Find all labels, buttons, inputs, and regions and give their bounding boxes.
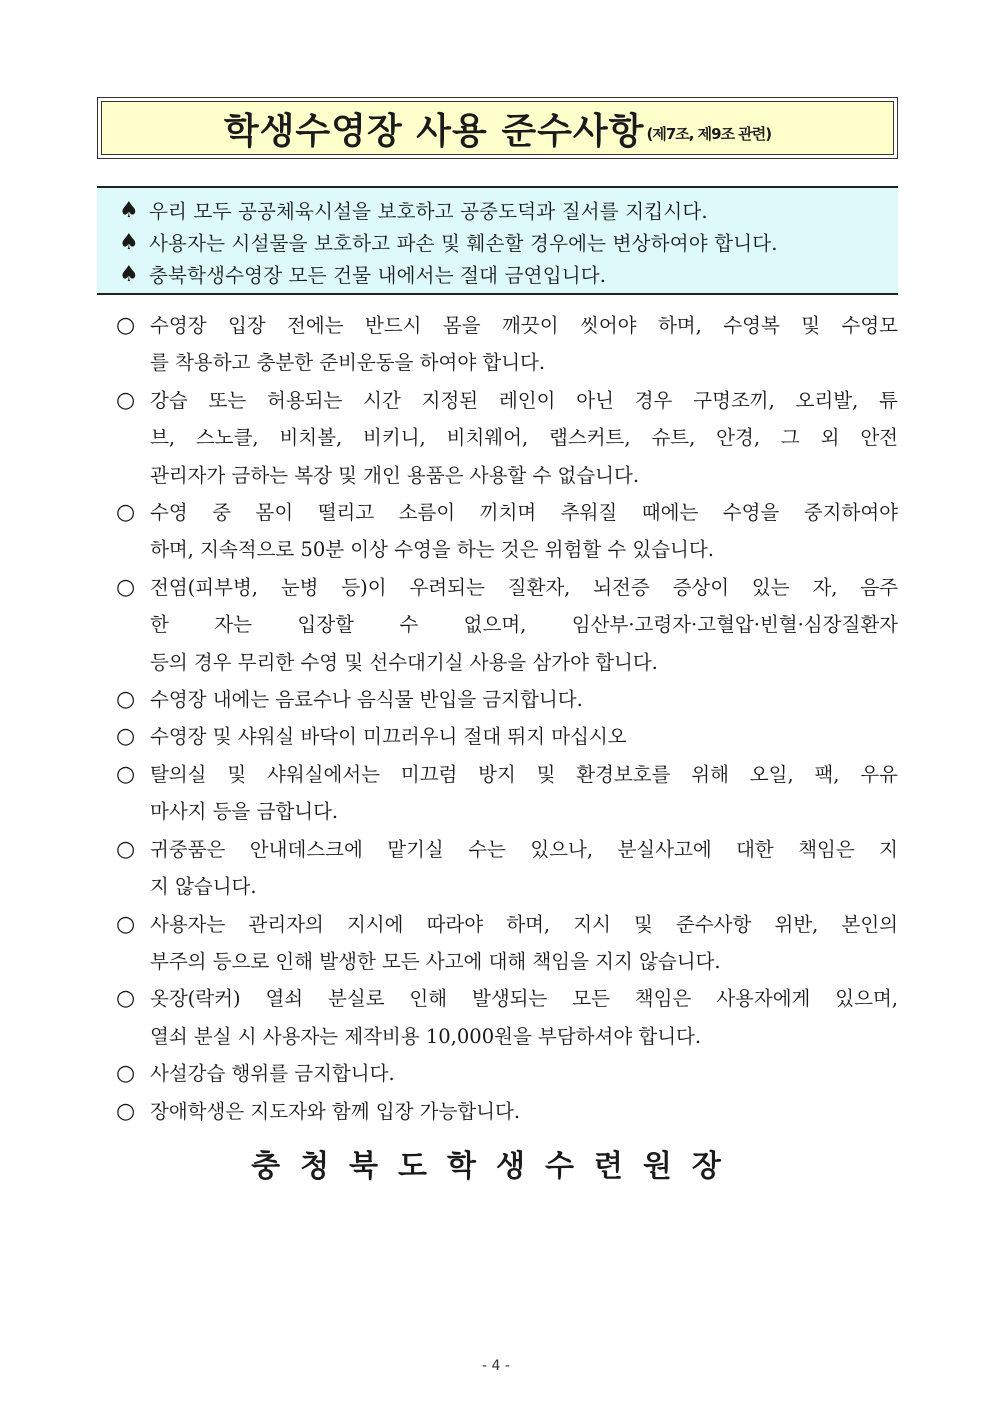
rule-item [116,569,898,681]
rule-text-line: 사설강습 행위를 금지합니다. [150,1062,395,1086]
page-title: 학생수영장 사용 준수사항 [223,110,645,152]
rule-text-line: 부주의 등으로 인해 발생한 모든 사고에 대해 책임을 지지 않습니다. [150,949,721,973]
rule-item [116,382,898,494]
rule-text-line: 수영장 내에는 음료수나 음식물 반입을 금지합니다. [150,688,583,712]
rule-item [116,980,898,1055]
notice-text: 우리 모두 공공체육시설을 보호하고 공중도덕과 질서를 지킵시다. [149,200,708,223]
rule-item [116,1093,898,1130]
rule-text-line: 사용자는 관리자의 지시에 따라야 하며, 지시 및 준수사항 위반, 본인의 [150,912,898,936]
rule-text-line: 옷장(락커) 열쇠 분실로 인해 발생되는 모든 책임은 사용자에게 있으며, [150,987,898,1011]
notice-item [97,258,898,290]
circle-bullet-icon: ○ [116,724,136,750]
rule-text-line: 하며, 지속적으로 50분 이상 수영을 하는 것은 위험할 수 있습니다. [150,538,714,562]
circle-bullet-icon: ○ [116,836,136,862]
issuing-organization: 충청북도학생수련원장 [251,1149,741,1184]
circle-bullet-icon: ○ [116,1098,136,1124]
circle-bullet-icon: ○ [116,500,136,526]
rule-text-line: 관리자가 금하는 복장 및 개인 용품은 사용할 수 없습니다. [150,463,640,487]
circle-bullet-icon: ○ [116,986,136,1012]
rule-item [116,756,898,831]
rule-text-line: 수영장 및 샤워실 바닥이 미끄러우니 절대 뛰지 마십시오 [150,725,627,749]
rule-text-line: 한 자는 입장할 수 없으며, 임산부·고령자·고혈압·빈혈·심장질환자 [150,613,898,637]
spade-icon: ♠ [119,229,139,255]
notice-text: 충북학생수영장 모든 건물 내에서는 절대 금연입니다. [149,264,607,287]
page-title-reference: (제7조, 제9조 관련) [646,124,772,143]
rule-text-line: 전염(피부병, 눈병 등)이 우려되는 질환자, 뇌전증 증상이 있는 자, 음주 [150,575,898,599]
title-box [97,97,898,159]
spade-icon: ♠ [119,261,139,287]
rule-item [116,307,898,382]
rule-text-line: 수영장 입장 전에는 반드시 몸을 깨끗이 씻어야 하며, 수영복 및 수영모 [150,314,898,337]
circle-bullet-icon: ○ [116,313,136,338]
rule-text-line: 열쇠 분실 시 사용자는 제작비용 10,000원을 부담하셔야 합니다. [150,1024,702,1048]
rule-text-line: 수영 중 몸이 떨리고 소름이 끼치며 추워질 때에는 수영을 중지하여야 [150,501,898,525]
circle-bullet-icon: ○ [116,574,136,600]
circle-bullet-icon: ○ [116,761,136,787]
circle-bullet-icon: ○ [116,911,136,937]
rule-item [116,1055,898,1092]
notice-item [97,194,898,226]
rule-item [116,906,898,981]
rule-item [116,718,898,755]
notice-item [97,226,898,258]
spade-icon: ♠ [119,197,139,223]
rules-list [116,307,898,1130]
rule-text-line: 를 착용하고 충분한 준비운동을 하여야 합니다. [150,351,546,375]
circle-bullet-icon: ○ [116,387,136,413]
title-banner [101,101,894,155]
rule-text-line: 지 않습니다. [150,875,257,899]
page-number: - 4 - [482,1358,510,1374]
rule-text-line: 탈의실 및 샤워실에서는 미끄럼 방지 및 환경보호를 위해 오일, 팩, 우유 [150,762,898,786]
rule-text-line: 브, 스노클, 비치볼, 비키니, 비치웨어, 랩스커트, 슈트, 안경, 그 외 안전 [150,426,898,450]
rule-text-line: 등의 경우 무리한 수영 및 선수대기실 사용을 삼가야 합니다. [150,650,658,674]
rule-text-line: 장애학생은 지도자와 함께 입장 가능합니다. [150,1099,521,1123]
circle-bullet-icon: ○ [116,1061,136,1087]
notice-box [97,186,898,295]
rule-item [116,831,898,906]
rule-text-line: 마사지 등을 금합니다. [150,800,339,824]
notice-text: 사용자는 시설물을 보호하고 파손 및 훼손할 경우에는 변상하여야 합니다. [149,232,778,255]
rule-text-line: 강습 또는 허용되는 시간 지정된 레인이 아닌 경우 구명조끼, 오리발, 튜 [150,388,898,412]
circle-bullet-icon: ○ [116,687,136,713]
rule-text-line: 귀중품은 안내데스크에 맡기실 수는 있으나, 분실사고에 대한 책임은 지 [150,837,898,861]
rule-item [116,494,898,569]
rule-item [116,681,898,718]
